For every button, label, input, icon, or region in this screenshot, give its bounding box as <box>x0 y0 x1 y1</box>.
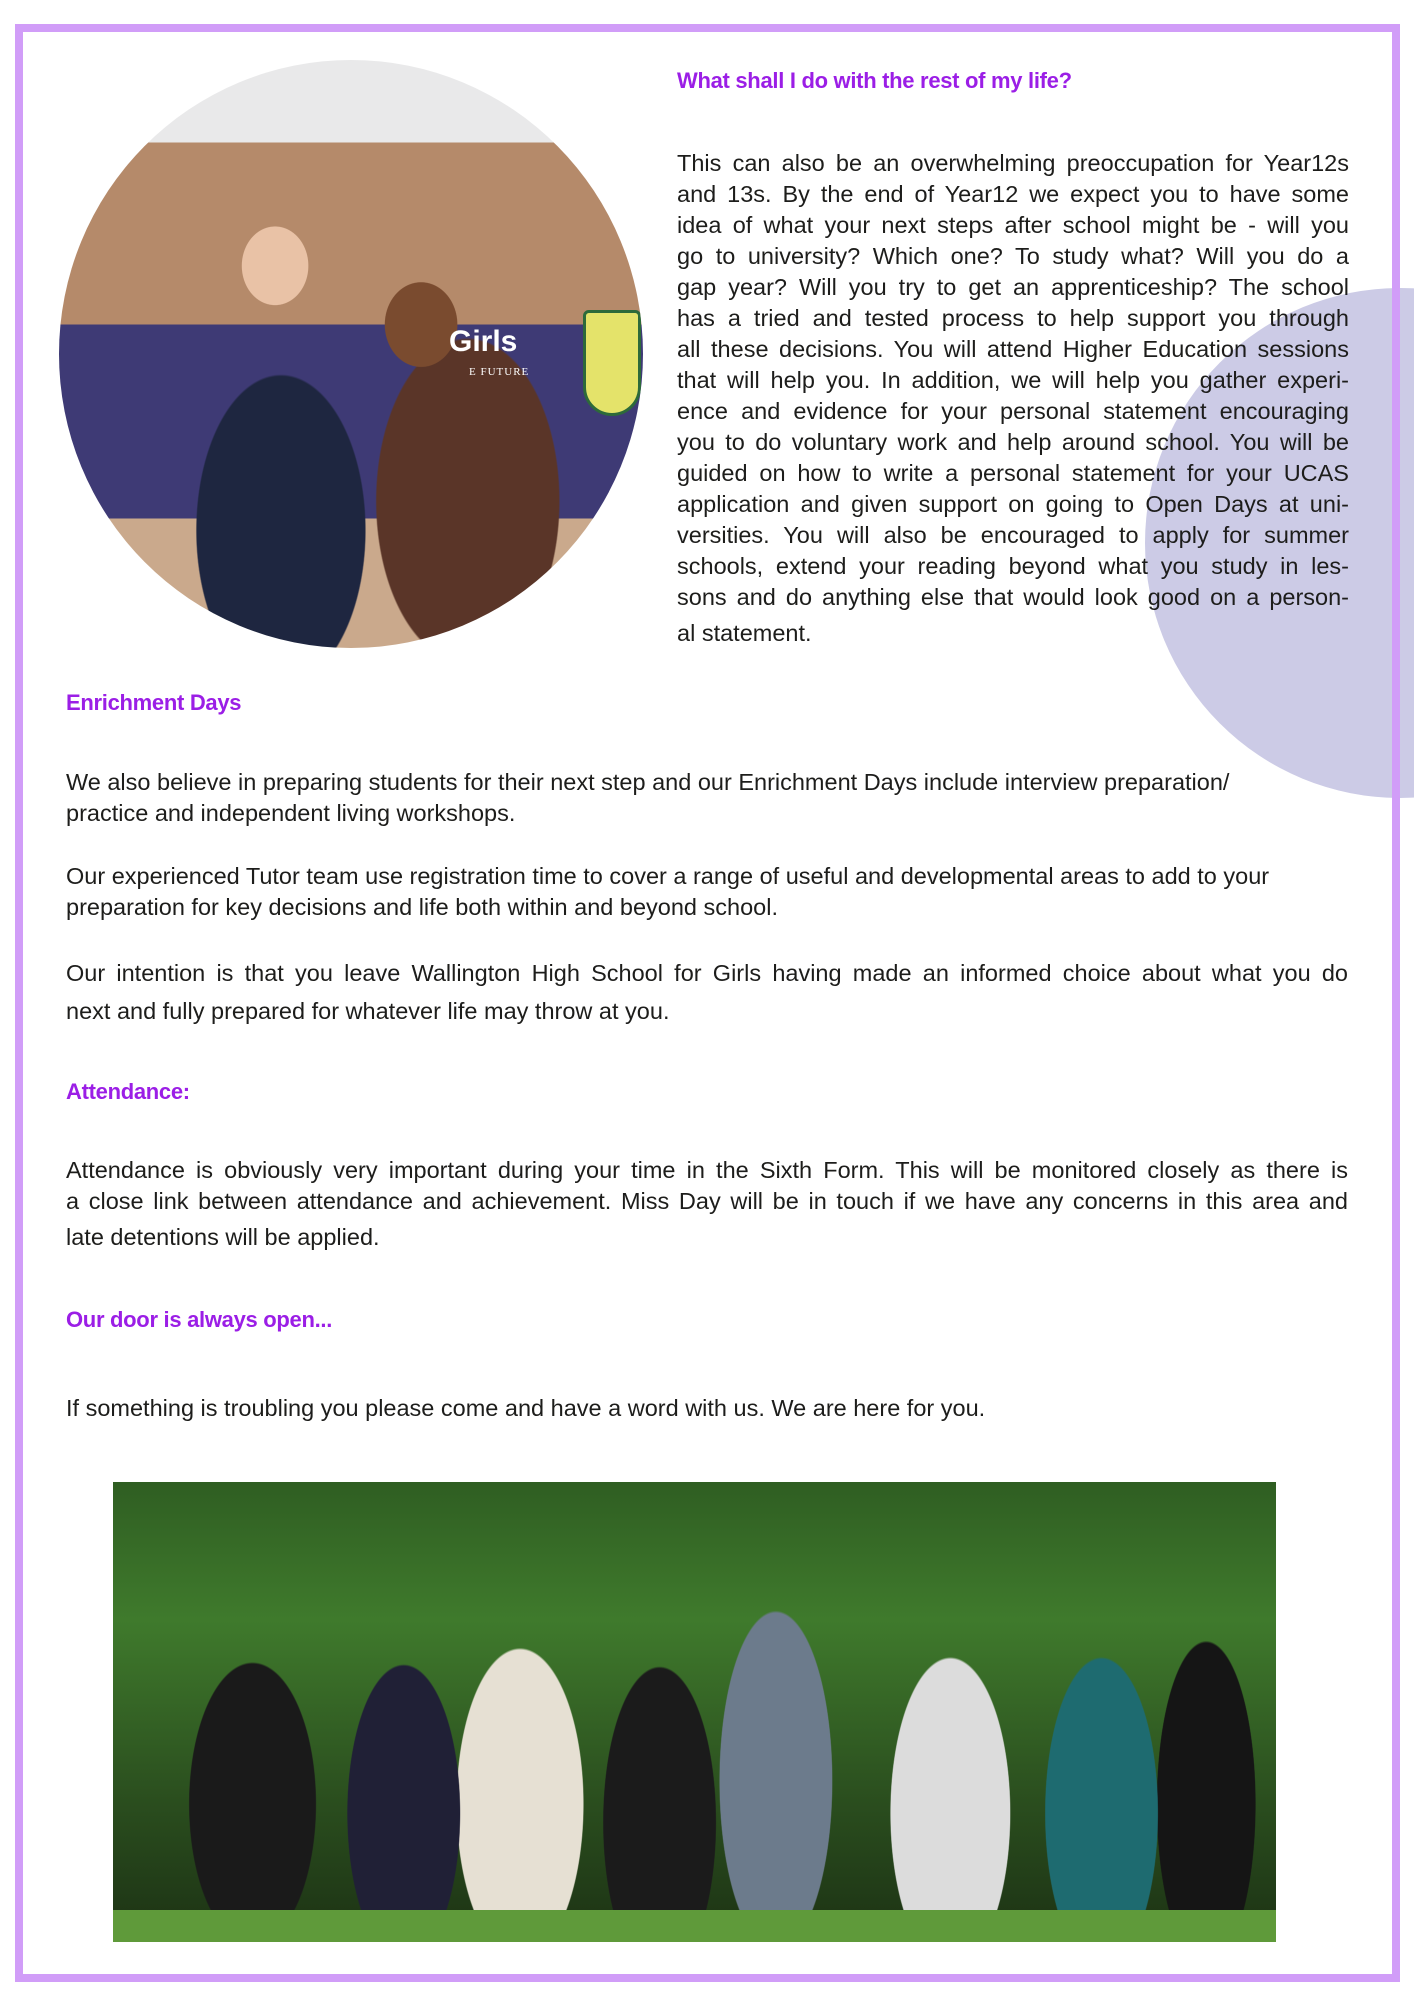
text-line: all these decisions. You will attend Higher Education sessions <box>677 336 1349 362</box>
text-line: preparation for key decisions and life both within and beyond school. <box>66 894 778 920</box>
text-line: idea of what your next steps after school might be - will you <box>677 212 1349 238</box>
school-sign-subtext: E FUTURE <box>469 366 530 378</box>
school-crest-icon <box>583 310 641 416</box>
text-line: If something is troubling you please come and have a word with us. We are here for you. <box>66 1395 986 1421</box>
text-line: next and fully prepared for whatever life may throw at you. <box>66 998 670 1024</box>
text-line: you to do voluntary work and help around school. You will be <box>677 429 1349 455</box>
text-line: practice and independent living workshops. <box>66 800 516 826</box>
text-line: that will help you. In addition, we will help you gather experi- <box>677 367 1349 393</box>
heading-future: What shall I do with the rest of my life? <box>677 68 1072 93</box>
hero-photo-students <box>59 60 643 648</box>
text-line: sons and do anything else that would look good on a person- <box>677 584 1349 610</box>
text-line: go to university? Which one? To study what? Will you do a <box>677 243 1349 269</box>
text-line: Our intention is that you leave Wallington High School for Girls having made an informed choice about what you do <box>66 960 1348 986</box>
text-line: Our experienced Tutor team use registration time to cover a range of useful and developmental areas to add to your <box>66 863 1270 889</box>
text-line: a close link between attendance and achievement. Miss Day will be in touch if we have any concerns in this area and <box>66 1188 1348 1214</box>
paragraph-attendance <box>66 1155 1348 1253</box>
text-line: gap year? Will you try to get an apprenticeship? The school <box>677 274 1349 300</box>
paragraph-door <box>66 1393 1356 1424</box>
text-line: We also believe in preparing students for their next step and our Enrichment Days include interview preparation/ <box>66 769 1230 795</box>
text-line: and 13s. By the end of Year12 we expect you to have some <box>677 181 1349 207</box>
text-line: This can also be an overwhelming preoccupation for Year12s <box>677 150 1349 176</box>
text-line: al statement. <box>677 620 812 646</box>
school-sign-text: Girls <box>449 325 518 358</box>
paragraph-future <box>677 148 1349 649</box>
text-line: schools, extend your reading beyond what you study in les- <box>677 553 1349 579</box>
heading-door: Our door is always open... <box>66 1307 333 1332</box>
text-line: has a tried and tested process to help support you through <box>677 305 1349 331</box>
text-line: versities. You will also be encouraged to apply for summer <box>677 522 1349 548</box>
text-line: late detentions will be applied. <box>66 1224 380 1250</box>
text-line: Attendance is obviously very important during your time in the Sixth Form. This will be monitored closely as there is <box>66 1157 1348 1183</box>
paragraph-enrichment-1 <box>66 767 1356 829</box>
paragraph-enrichment-2 <box>66 861 1356 923</box>
text-line: guided on how to write a personal statement for your UCAS <box>677 460 1349 486</box>
heading-enrichment: Enrichment Days <box>66 690 242 715</box>
text-line: ence and evidence for your personal statement encouraging <box>677 398 1349 424</box>
paragraph-enrichment-3 <box>66 954 1348 1030</box>
group-photo-students-jumping <box>113 1482 1276 1942</box>
heading-attendance: Attendance: <box>66 1079 190 1104</box>
text-line: application and given support on going to Open Days at uni- <box>677 491 1349 517</box>
